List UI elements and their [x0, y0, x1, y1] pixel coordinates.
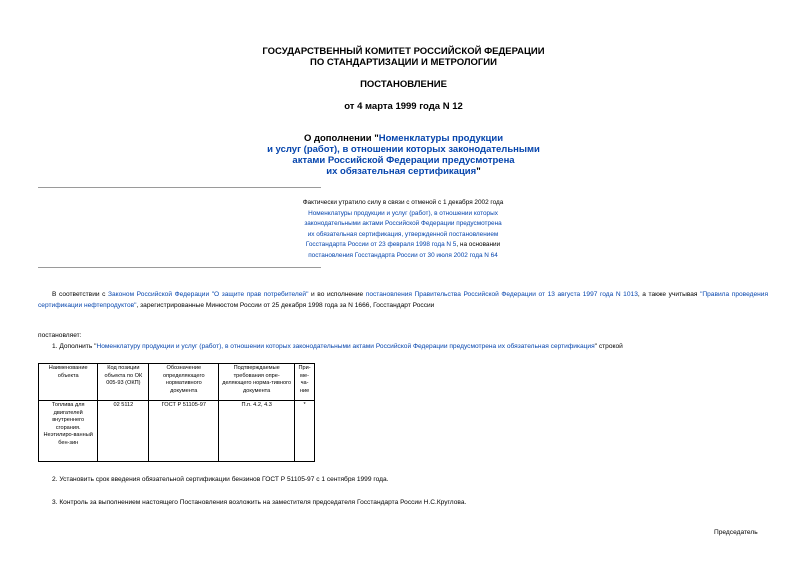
item-1-suffix: " строкой — [594, 343, 623, 350]
org-name-line2: ПО СТАНДАРТИЗАЦИИ И МЕТРОЛОГИИ — [310, 57, 497, 68]
status-note — [270, 198, 536, 262]
document-title — [0, 133, 807, 177]
title-suffix: " — [476, 166, 481, 177]
title-link-line1[interactable]: Номенклатуры продукции — [378, 133, 504, 144]
divider-bottom — [38, 267, 321, 268]
preamble-text-2: и во исполнение — [308, 291, 366, 298]
preamble-text-1: В соответствии с — [52, 291, 108, 298]
table-cell: ГОСТ Р 51105-97 — [149, 401, 219, 462]
table-row — [39, 401, 315, 462]
certification-rules-link[interactable]: "Правила проведения сертификации нефтепродуктов" — [38, 291, 769, 309]
status-note-text: , на основании — [456, 241, 501, 249]
status-note-link5[interactable]: постановления Госстандарта России от 30 июля 2002 года N 64 — [308, 251, 498, 259]
status-note-link1[interactable]: Номенклатуры продукции и услуг (работ), в отношении которых — [308, 209, 498, 217]
status-note-line1: Фактически утратило силу в связи с отменой с 1 декабря 2002 года — [302, 199, 504, 206]
table-cell: * — [295, 401, 315, 462]
table-header-row — [39, 364, 315, 401]
table-header-cell: Код позиции объекта по ОК 005-93 (ОКП) — [98, 364, 149, 401]
table-header-cell: Обозначение определяющего нормативного документа — [149, 364, 219, 401]
nomenclature-link[interactable]: Номенклатуру продукции и услуг (работ), в отношении которых законодательными актами Российской Федерации предусмотрена их обязательная сертификация — [96, 343, 595, 350]
resolves-text: постановляет: — [38, 332, 82, 339]
table-cell: 02 5112 — [98, 401, 149, 462]
preamble-text-3: , а также учитывая — [637, 291, 698, 298]
government-resolution-link[interactable]: постановления Правительства Российской Федерации от 13 августа 1997 года N 1013 — [365, 291, 638, 298]
item-1-prefix: 1. Дополнить " — [52, 343, 97, 350]
org-name-line1: ГОСУДАРСТВЕННЫЙ КОМИТЕТ РОССИЙСКОЙ ФЕДЕРАЦИИ — [262, 46, 545, 57]
title-link-line3[interactable]: актами Российской Федерации предусмотрена — [292, 155, 515, 166]
title-link-line2[interactable]: и услуг (работ), в отношении которых законодательными — [267, 144, 540, 155]
signature-title: Председатель — [714, 529, 758, 536]
document-date-number: от 4 марта 1999 года N 12 — [344, 101, 463, 112]
table-cell: Топлива для двигателей внутреннего сгорания. Неэтилиро-ванный бен-зин — [39, 401, 98, 462]
certification-table — [38, 363, 315, 462]
item-2: 2. Установить срок введения обязательной сертификации бензинов ГОСТ Р 51105-97 с 1 сентября 1999 года. — [52, 476, 389, 483]
table-header-cell: Подтверждаемые требования опре-деляющего норма-тивного документа — [219, 364, 295, 401]
status-note-link3[interactable]: их обязательная сертификация, утвержденной постановлением — [307, 230, 499, 238]
item-3: 3. Контроль за выполнением настоящего Постановления возложить на заместителя председателя Госстандарта России Н.С.Круглова. — [52, 499, 467, 506]
divider-top — [38, 187, 321, 188]
document-type: ПОСТАНОВЛЕНИЕ — [360, 79, 447, 90]
item-1 — [52, 342, 772, 353]
consumer-law-link[interactable]: Законом Российской Федерации "О защите прав потребителей" — [108, 291, 309, 298]
preamble-text-4: , зарегистрированные Минюстом России от 25 декабря 1998 года за N 1666, Госстандарт России — [136, 301, 435, 309]
table-cell: П.п. 4.2, 4.3 — [219, 401, 295, 462]
title-prefix: О дополнении " — [303, 133, 379, 144]
preamble-paragraph — [38, 290, 768, 311]
table-header-cell: При-ме-ча-ние — [295, 364, 315, 401]
table-header-cell: Наименование объекта — [39, 364, 98, 401]
status-note-link2[interactable]: законодательными актами Российской Федерации предусмотрена — [304, 220, 502, 228]
status-note-link4[interactable]: Госстандарта России от 23 февраля 1998 года N 5 — [305, 241, 457, 249]
title-link-line4[interactable]: их обязательная сертификация — [326, 166, 477, 177]
